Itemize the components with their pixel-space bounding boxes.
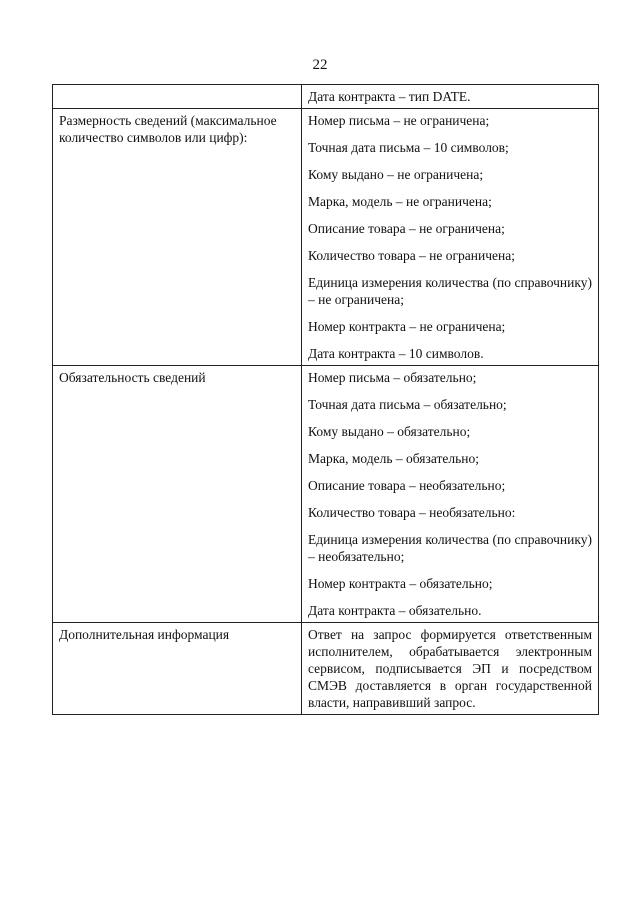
- table-row: [53, 109, 599, 366]
- value-line: Марка, модель – не ограничена;: [308, 194, 492, 209]
- table-row: [53, 366, 599, 623]
- value-line: Номер контракта – не ограничена;: [308, 319, 506, 334]
- value-line: Кому выдано – обязательно;: [308, 424, 471, 439]
- value-line: Точная дата письма – 10 символов;: [308, 140, 509, 155]
- value-line: Кому выдано – не ограничена;: [308, 167, 484, 182]
- row-label-additional-info: Дополнительная информация: [53, 623, 302, 715]
- row-label-dimension: Размерность сведений (максимальное количество символов или цифр):: [53, 109, 302, 366]
- table-row: [53, 623, 599, 715]
- value-line: Ответ на запрос формируется ответственным исполнителем, обрабатывается электронным сервисом, подписывается ЭП и посредством СМЭВ доставляется в орган государственной власти, направивший запрос.: [308, 627, 592, 710]
- row-values: [302, 623, 599, 715]
- value-line: Номер контракта – обязательно;: [308, 576, 493, 591]
- value-line: Описание товара – необязательно;: [308, 478, 506, 493]
- value-line: Номер письма – не ограничена;: [308, 113, 490, 128]
- data-table: [52, 84, 599, 715]
- row-label-empty: [53, 85, 302, 109]
- value-line: Единица измерения количества (по справочнику) – необязательно;: [308, 532, 592, 564]
- value-line: Количество товара – не ограничена;: [308, 248, 516, 263]
- value-line: Описание товара – не ограничена;: [308, 221, 505, 236]
- value-line: Дата контракта – обязательно.: [308, 603, 482, 618]
- row-values: [302, 366, 599, 623]
- value-line: Единица измерения количества (по справочнику) – не ограничена;: [308, 275, 592, 307]
- value-line: Номер письма – обязательно;: [308, 370, 477, 385]
- page-number: 22: [312, 57, 328, 73]
- table-row: [53, 85, 599, 109]
- row-label-mandatory: Обязательность сведений: [53, 366, 302, 623]
- value-line: Количество товара – необязательно:: [308, 505, 516, 520]
- row-values: [302, 85, 599, 109]
- row-values: [302, 109, 599, 366]
- value-line: Дата контракта – 10 символов.: [308, 346, 484, 361]
- value-line: Дата контракта – тип DATE.: [308, 89, 471, 104]
- value-line: Марка, модель – обязательно;: [308, 451, 479, 466]
- value-line: Точная дата письма – обязательно;: [308, 397, 507, 412]
